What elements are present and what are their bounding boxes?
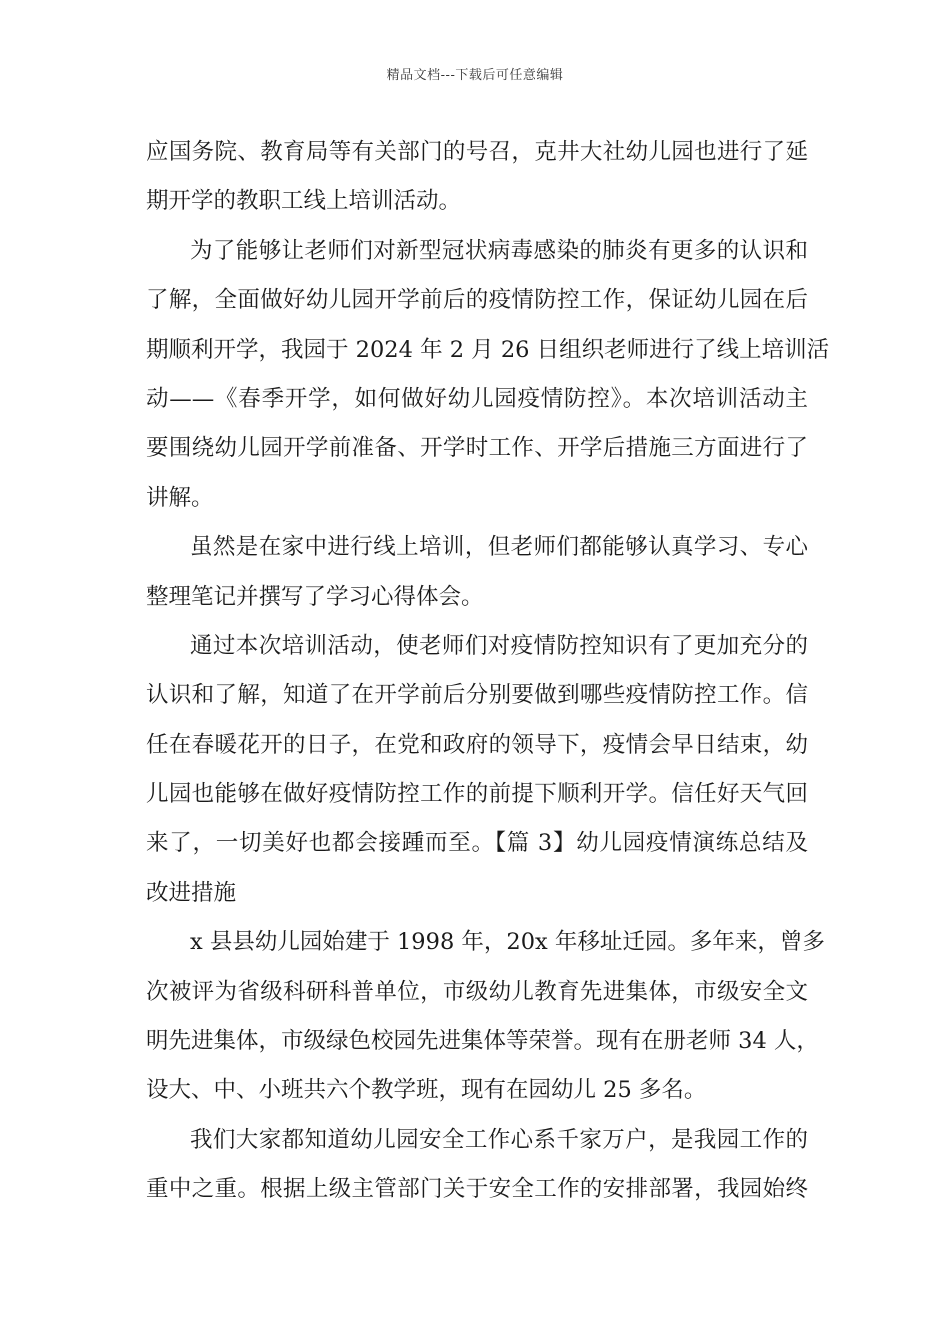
text-line: 整理笔记并撰写了学习心得体会。 [146, 583, 484, 610]
text-line: 来了，一切美好也都会接踵而至。【篇 3】幼儿园疫情演练总结及 [146, 830, 808, 857]
text-line: 期顺利开学，我园于 2024 年 2 月 26 日组织老师进行了线上培训活 [146, 336, 830, 363]
text-line: 改进措施 [146, 879, 237, 906]
text-line: 认识和了解，知道了在开学前后分别要做到哪些疫情防控工作。信 [146, 682, 808, 709]
text-line: 设大、中、小班共六个教学班，现有在园幼儿 25 多名。 [146, 1077, 707, 1104]
text-line: 讲解。 [146, 484, 214, 511]
text-line: 明先进集体，市级绿色校园先进集体等荣誉。现有在册老师 34 人， [146, 1028, 819, 1055]
text-line: 要围绕幼儿园开学前准备、开学时工作、开学后措施三方面进行了 [146, 435, 808, 462]
text-line: 重中之重。根据上级主管部门关于安全工作的安排部署，我园始终 [146, 1176, 808, 1203]
text-line: 次被评为省级科研科普单位，市级幼儿教育先进集体，市级安全文 [146, 978, 808, 1005]
text-line: 为了能够让老师们对新型冠状病毒感染的肺炎有更多的认识和 [190, 237, 808, 264]
text-line: x 县县幼儿园始建于 1998 年，20x 年移址迁园。多年来，曾多 [190, 929, 825, 956]
text-line: 动——《春季开学，如何做好幼儿园疫情防控》。本次培训活动主 [146, 385, 808, 412]
text-line: 虽然是在家中进行线上培训，但老师们都能够认真学习、专心 [190, 534, 808, 561]
text-line: 期开学的教职工线上培训活动。 [146, 188, 462, 215]
document-body [146, 128, 830, 1215]
text-line: 任在春暖花开的日子，在党和政府的领导下，疫情会早日结束，幼 [146, 731, 808, 758]
text-line: 通过本次培训活动，使老师们对疫情防控知识有了更加充分的 [190, 632, 808, 659]
page-header: 精品文档---下载后可任意编辑 [386, 68, 564, 83]
text-line: 我们大家都知道幼儿园安全工作心系千家万户，是我园工作的 [190, 1126, 808, 1153]
text-line: 了解，全面做好幼儿园开学前后的疫情防控工作，保证幼儿园在后 [146, 287, 808, 314]
text-line: 应国务院、教育局等有关部门的号召，克井大社幼儿园也进行了延 [146, 139, 808, 165]
text-line: 儿园也能够在做好疫情防控工作的前提下顺利开学。信任好天气回 [146, 781, 808, 808]
